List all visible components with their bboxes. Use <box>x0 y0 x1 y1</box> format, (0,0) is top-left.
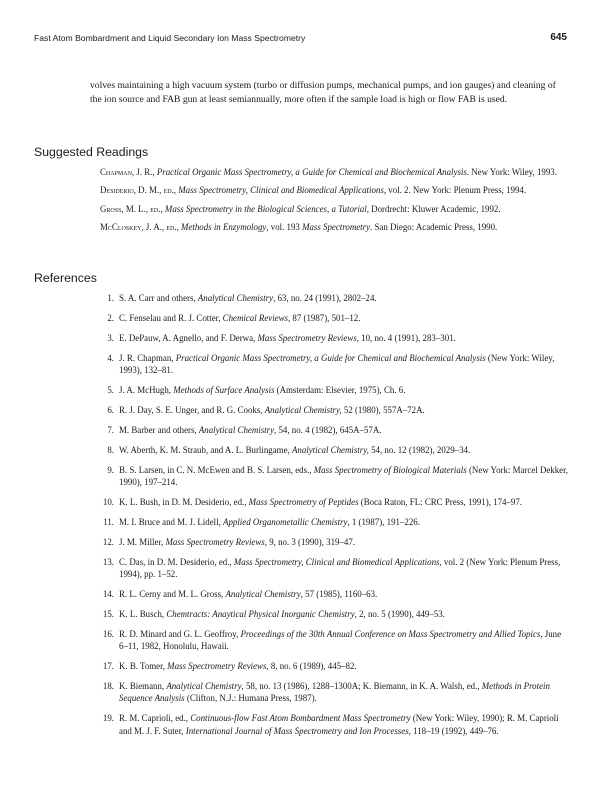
reference-authors: K. B. Tomer, <box>119 661 168 672</box>
reference-details: , 58, no. 13 (1986), 1288–1300A; K. Biemann, in K. A. Walsh, ed., <box>241 681 482 692</box>
reading-author: Desiderio, D. M., ed., <box>100 185 177 196</box>
reading-item <box>100 166 568 178</box>
reference-authors: W. Aberth, K. M. Straub, and A. L. Burlingame, <box>119 444 292 455</box>
reference-details: , 9, no. 3 (1990), 319–47. <box>264 536 355 547</box>
reading-details: , Dordrecht: Kluwer Academic, 1992. <box>366 203 501 214</box>
reference-details: , 8, no. 6 (1989), 445–82. <box>266 661 357 672</box>
reference-details: , June 6–11, 1982, Honolulu, Hawaii. <box>119 628 562 652</box>
reference-details: 54, no. 12 (1982), 2029–34. <box>368 444 471 455</box>
reference-item <box>100 628 568 653</box>
running-header-title: Fast Atom Bombardment and Liquid Secondary Ion Mass Spectrometry <box>34 33 306 43</box>
reading-details: . New York: Wiley, 1993. <box>466 167 557 177</box>
reference-item <box>100 680 568 705</box>
reference-authors: K. L. Bush, in D. M. Desiderio, ed., <box>119 496 249 507</box>
reference-source: Mass Spectrometry Reviews <box>257 332 357 343</box>
reference-details: (New York: Wiley, 1993), 132–81. <box>119 352 555 376</box>
reference-source: Analytical Chemistry <box>166 681 242 692</box>
reference-authors: C. Das, in D. M. Desiderio, ed., <box>119 556 234 567</box>
reference-details: (New York: Marcel Dekker, 1990), 197–214. <box>119 464 568 488</box>
reference-details: , 87 (1987), 501–12. <box>287 312 361 323</box>
reading-details-secondary: . San Diego: Academic Press, 1990. <box>370 222 498 233</box>
reference-source: Continuous-flow Fast Atom Bombardment Mass Spectrometry <box>190 713 411 724</box>
reference-number: 7. <box>107 424 114 435</box>
reference-details: , vol. 2 (New York: Plenum Press, 1994), pp. 1–52. <box>119 556 561 580</box>
reference-source: Mass Spectrometry Reviews <box>165 536 265 547</box>
reading-title: Methods in Enzymology <box>181 222 267 233</box>
references-list <box>100 292 568 745</box>
reference-authors: J. A. McHugh, <box>119 385 174 396</box>
reference-number: 17. <box>102 661 114 672</box>
reference-number: 10. <box>102 496 114 507</box>
reference-details: (Amsterdam: Elsevier, 1975), Ch. 6. <box>274 385 406 396</box>
reference-authors: R. L. Cerny and M. L. Gross, <box>119 589 226 599</box>
reference-details: , 63, no. 24 (1991), 2802–24. <box>273 293 377 303</box>
reference-item <box>100 424 568 436</box>
reference-item <box>100 536 568 548</box>
reference-authors: R. J. Day, S. E. Unger, and R. G. Cooks, <box>119 404 265 415</box>
reference-item <box>100 608 568 620</box>
reference-authors: C. Fenselau and R. J. Cotter, <box>119 312 223 323</box>
reference-number: 5. <box>107 385 114 396</box>
reference-number: 16. <box>102 628 114 639</box>
reference-number: 12. <box>102 536 114 547</box>
reference-authors: R. M. Caprioli, ed., <box>119 713 191 724</box>
reading-details: , vol. 193 <box>266 222 303 233</box>
reference-number: 6. <box>107 404 114 415</box>
reference-authors: K. L. Busch, <box>119 608 167 619</box>
reference-item <box>100 404 568 416</box>
reference-item <box>100 444 568 456</box>
reference-item <box>100 292 568 304</box>
reference-source: Mass Spectrometry of Peptides <box>248 496 359 507</box>
reading-author: Gross, M. L., ed., <box>100 203 163 214</box>
reading-author: Chapman, J. R., <box>100 167 155 177</box>
reference-details: , 1 (1987), 191–226. <box>347 516 420 527</box>
reference-source: Analytical Chemistry, <box>291 444 369 455</box>
reference-authors: K. Biemann, <box>119 681 167 692</box>
reference-number: 14. <box>102 589 114 599</box>
reading-author: McCloskey, J. A., ed., <box>100 222 179 233</box>
reference-source: Chemical Reviews <box>222 312 288 323</box>
reading-title: Practical Organic Mass Spectrometry, a Guide for Chemical and Biochemical Analysis <box>156 167 467 177</box>
reference-number: 11. <box>103 516 114 527</box>
reading-title-secondary: Mass Spectrometry <box>302 222 371 233</box>
reading-title: Mass Spectrometry, Clinical and Biomedical Applications <box>178 185 384 196</box>
reference-authors: E. DePauw, A. Agnello, and F. Derwa, <box>119 332 258 343</box>
reference-item <box>100 332 568 344</box>
running-header <box>34 33 567 47</box>
reference-details: , 10, no. 4 (1991), 283–301. <box>356 332 456 343</box>
references-heading: References <box>34 271 97 285</box>
reference-authors: M. I. Bruce and M. J. Lidell, <box>119 516 224 527</box>
reference-item <box>100 712 568 737</box>
reading-item <box>100 184 568 196</box>
reference-source: Proceedings of the 30th Annual Conference on Mass Spectrometry and Allied Topics <box>240 628 541 639</box>
reading-details: , vol. 2. New York: Plenum Press, 1994. <box>383 185 527 196</box>
reference-number: 2. <box>107 312 114 323</box>
reference-item <box>100 312 568 324</box>
reference-authors: M. Barber and others, <box>119 424 199 435</box>
reference-authors: J. R. Chapman, <box>119 352 176 363</box>
reference-details: , 54, no. 4 (1982), 645A–57A. <box>274 424 382 435</box>
reference-authors: S. A. Carr and others, <box>119 293 198 303</box>
reference-source-secondary: International Journal of Mass Spectrometry and Ion Processes <box>185 725 409 736</box>
reference-details-secondary: , 118–19 (1992), 449–76. <box>408 725 499 736</box>
reference-source: Applied Organometallic Chemistry <box>223 516 348 527</box>
reference-number: 3. <box>107 332 114 343</box>
reference-item <box>100 588 568 600</box>
reference-item <box>100 516 568 528</box>
reference-source: Analytical Chemistry <box>197 293 274 303</box>
reading-item <box>100 221 568 233</box>
reading-title: Mass Spectrometry in the Biological Sciences, a Tutorial <box>164 203 367 214</box>
reference-source: Methods of Surface Analysis <box>173 385 275 396</box>
reference-item <box>100 464 568 489</box>
reference-source: Analytical Chemistry <box>198 424 275 435</box>
reference-details: 52 (1980), 557A–72A. <box>341 404 425 415</box>
reference-source: Analytical Chemistry, <box>264 404 342 415</box>
reference-item <box>100 496 568 508</box>
suggested-readings-list <box>100 166 568 240</box>
reference-details-secondary: (Clifton, N.J.: Humana Press, 1987). <box>184 693 317 704</box>
suggested-readings-heading: Suggested Readings <box>34 145 149 159</box>
reference-source: Analytical Chemistry <box>225 589 301 599</box>
reference-item <box>100 384 568 396</box>
reference-authors: J. M. Miller, <box>119 536 166 547</box>
reference-source: Practical Organic Mass Spectrometry, a Guide for Chemical and Biochemical Analysis <box>175 352 486 363</box>
reference-source: Chemtracts: Anaytical Physical Inorganic Chemistry <box>166 608 355 619</box>
reference-details: , 57 (1985), 1160–63. <box>300 589 378 599</box>
reference-details: (Boca Raton, FL: CRC Press, 1991), 174–97. <box>358 496 522 507</box>
reference-number: 4. <box>107 352 114 363</box>
reference-source-secondary: Methods in Protein Sequence Analysis <box>119 681 550 704</box>
reference-details: (New York: Wiley, 1990); R. M. Caprioli and M. J. F. Suter, <box>119 713 559 736</box>
intro-paragraph: volves maintaining a high vacuum system (turbo or diffusion pumps, mechanical pumps, and ion gauges) and cleaning of the ion source and FAB gun at least semiannually, more often if the sample load is high or flow FAB is used. <box>90 80 556 105</box>
reference-source: Mass Spectrometry of Biological Materials <box>313 464 467 475</box>
reference-source: Mass Spectrometry, Clinical and Biomedical Applications <box>233 556 440 567</box>
reference-authors: B. S. Larsen, in C. N. McEwen and B. S. Larsen, eds., <box>119 464 314 475</box>
reference-details: , 2, no. 5 (1990), 449–53. <box>354 608 445 619</box>
reference-number: 15. <box>102 608 114 619</box>
reference-number: 8. <box>107 444 114 455</box>
reference-number: 13. <box>102 556 114 567</box>
reference-item <box>100 352 568 377</box>
reading-item <box>100 203 568 215</box>
page-number: 645 <box>550 32 567 43</box>
reference-item <box>100 556 568 581</box>
reference-number: 9. <box>107 464 114 475</box>
reference-number: 19. <box>102 713 114 724</box>
reference-number: 18. <box>102 681 114 692</box>
reference-item <box>100 660 568 672</box>
reference-source: Mass Spectrometry Reviews <box>167 661 267 672</box>
reference-authors: R. D. Minard and G. L. Geoffroy, <box>119 628 241 639</box>
reference-number: 1. <box>107 293 114 303</box>
